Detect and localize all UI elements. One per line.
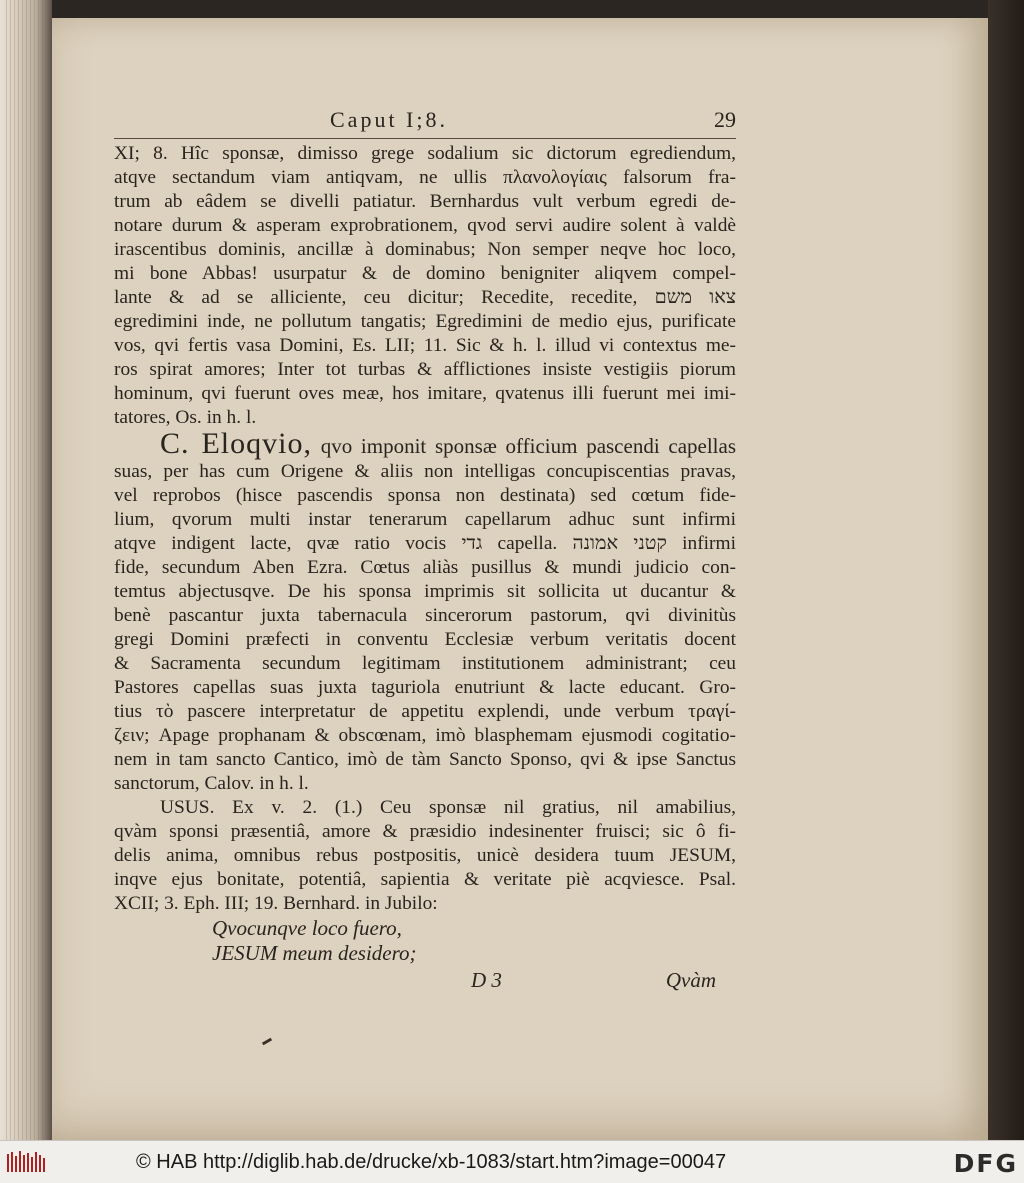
text-line: sanctorum, Calov. in h. l. <box>114 773 309 794</box>
header-rule <box>114 138 736 139</box>
text-line: lante & ad se alliciente, ceu dicitur; Recedite, recedite, צאו משם <box>114 287 736 308</box>
background-right <box>988 0 1024 1140</box>
verse-line: Qvocunqve loco fuero, <box>212 916 402 940</box>
text-line: tatores, Os. in h. l. <box>114 407 257 428</box>
text-line: mi bone Abbas! usurpatur & de domino benigniter aliqvem compel- <box>114 263 736 284</box>
text-line: delis anima, omnibus rebus postpositis, unicè desidera tuum JESUM, <box>114 845 736 866</box>
header-title: Caput I;8. <box>330 107 448 132</box>
running-header <box>114 108 736 138</box>
text-line: ζειν; Apage prophanam & obscœnam, imò blasphemam ejusmodi cogitatio- <box>114 725 736 746</box>
text-line: Pastores capellas suas juxta taguriola enutriunt & lacte educant. Gro- <box>114 677 736 698</box>
section-lead: C. Eloqvio, <box>160 430 312 460</box>
page-text <box>114 108 736 998</box>
viewer-footer <box>0 1140 1024 1183</box>
text-line: gregi Domini præfecti in conventu Ecclesiæ verbum veritatis docent <box>114 629 736 650</box>
verse-line: JESUM meum desidero; <box>212 941 417 965</box>
text-line: & Sacramenta secundum legitimam institutionem administrant; ceu <box>114 653 736 674</box>
signature-mark: D 3 <box>471 968 502 992</box>
text-line: qvàm sponsi præsentiâ, amore & præsidio indesinenter fruisci; sic ô fi- <box>114 821 736 842</box>
text-line: benè pascantur juxta tabernacula sincerorum pastorum, qvi divinitùs <box>114 605 736 626</box>
page-footer-signature <box>114 968 736 998</box>
section-lead-rest: qvo imponit sponsæ officium pascendi capellas <box>320 434 736 458</box>
library-logo-icon <box>6 1150 46 1174</box>
text-line: egredimini inde, ne pollutum tangatis; Egredimini de medio ejus, purificate <box>114 311 736 332</box>
text-line: nem in tam sancto Cantico, imò de tàm Sancto Sponso, qvi & ipse Sanctus <box>114 749 736 770</box>
text-line: atqve indigent lacte, qvæ ratio vocis גדי capella. קטני אמונה infirmi <box>114 533 736 554</box>
text-line: XCII; 3. Eph. III; 19. Bernhard. in Jubilo: <box>114 893 438 914</box>
text-line: notare durum & asperam exprobrationem, qvod servi audire solent à valdè <box>114 215 736 236</box>
text-line: fide, secundum Aben Ezra. Cœtus aliàs pusillus & mundi judicio con- <box>114 557 736 578</box>
page-number: 29 <box>714 107 736 132</box>
text-line: atqve sectandum viam antiqvam, ne ullis πλανολογίαις falsorum fra- <box>114 167 736 188</box>
page-leaves <box>6 0 46 1140</box>
text-line: tius τὸ pascere interpretatur de appetitu explendi, unde verbum τραγί- <box>114 701 736 722</box>
text-line: hominum, qvi fuerunt oves meæ, hos imitare, qvatenus illi fuerunt mei imi- <box>114 383 736 404</box>
dfg-logo: DFG <box>953 1149 1018 1178</box>
text-line: trum ab eâdem se divelli patiatur. Bernhardus vult verbum egredi de- <box>114 191 736 212</box>
text-line: temtus abjectusqve. De his sponsa imprimis sit sollicita ut ducantur & <box>114 581 736 602</box>
text-line: lium, qvorum multi instar tenerarum capellarum adhuc sunt infirmi <box>114 509 736 530</box>
text-line: inqve ejus bonitate, potentiâ, sapientia & veritate piè acqviesce. Psal. <box>114 869 736 890</box>
text-line: USUS. Ex v. 2. (1.) Ceu sponsæ nil gratius, nil amabilius, <box>160 797 736 818</box>
text-line: ros spirat amores; Inter tot turbas & afflictiones insiste vestigiis piorum <box>114 359 736 380</box>
copyright-url[interactable]: © HAB http://diglib.hab.de/drucke/xb-1083/start.htm?image=00047 <box>136 1151 727 1173</box>
text-line: vos, qvi fertis vasa Domini, Es. LII; 11. Sic & h. l. illud vi contextus me- <box>114 335 736 356</box>
book-edge <box>0 0 52 1140</box>
text-line: vel reprobos (hisce pascendis sponsa non destinata) sed cœtum fide- <box>114 485 736 506</box>
section-lead-line <box>114 430 736 460</box>
catchword: Qvàm <box>665 968 716 992</box>
text-line: suas, per has cum Origene & aliis non intelligas concupiscentias pravas, <box>114 461 736 482</box>
text-line: XI; 8. Hîc sponsæ, dimisso grege sodalium sic dictorum egrediendum, <box>114 143 736 164</box>
text-line: irascentibus dominis, ancillæ à dominabus; Non semper neqve hoc loco, <box>114 239 736 260</box>
